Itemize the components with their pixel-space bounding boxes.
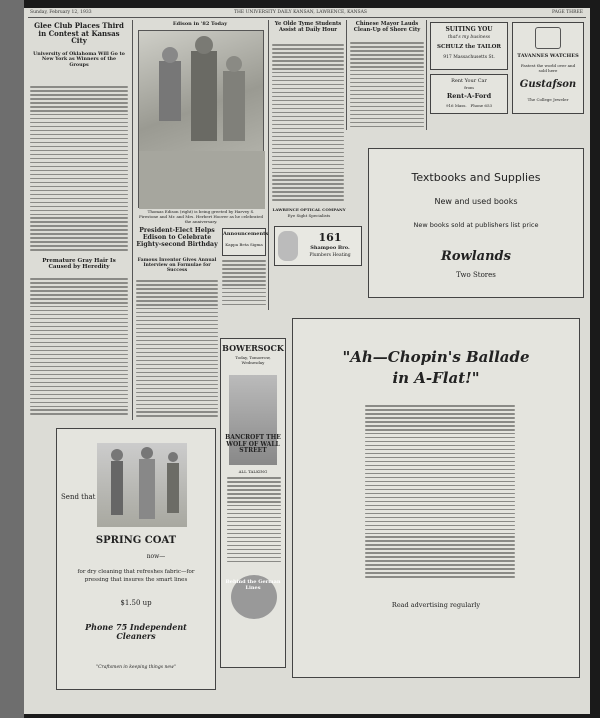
edison-headline: President-Elect Helps Edison to Celebrate Eighty-second Birthday bbox=[136, 227, 218, 248]
tavannes-watches-ad bbox=[512, 22, 584, 114]
announcements-box bbox=[222, 228, 269, 256]
textbooks-note: New books sold at publishers list price bbox=[413, 221, 539, 229]
announcements-title: Announcements bbox=[223, 231, 269, 237]
plumbers-brand: Shampoo Bro. bbox=[310, 245, 350, 251]
lawrence-optical-sub: Eye Sight Specialists bbox=[287, 213, 331, 218]
column-rule bbox=[268, 20, 269, 310]
suiting-name: SCHULZ the TAILOR bbox=[437, 44, 501, 50]
textbooks-ad bbox=[368, 148, 584, 298]
plumbers-sub: Plumbers Heating bbox=[309, 253, 351, 258]
bowersock-name: BOWERSOCK bbox=[222, 343, 284, 353]
bowersock-theatre-ad bbox=[220, 338, 286, 668]
bowersock-sub: ALL TALKING bbox=[238, 469, 268, 474]
textbooks-sub: New and used books bbox=[434, 197, 518, 206]
suiting-sub: that's my business bbox=[447, 35, 491, 40]
plumbers-ad bbox=[274, 226, 362, 266]
suiting-title: SUITING YOU bbox=[445, 26, 493, 33]
independent-cleaners-ad bbox=[56, 428, 216, 690]
edison-article-text bbox=[136, 280, 218, 420]
cleaners-price: $1.50 up bbox=[120, 599, 152, 607]
cleaners-name: Phone 75 Independent Cleaners bbox=[85, 622, 187, 641]
chopin-body-text bbox=[365, 405, 515, 585]
textbooks-stores: Two Stores bbox=[456, 271, 496, 279]
rent-name: Rent-A-Ford bbox=[446, 92, 492, 100]
cleaners-title: SPRING COAT bbox=[95, 535, 177, 546]
bowersock-film: BANCROFT THE WOLF OF WALL STREET bbox=[225, 434, 281, 455]
rent-line1: Rent Your Car bbox=[451, 78, 487, 84]
binding-gutter bbox=[0, 0, 24, 718]
glee-club-article-text bbox=[30, 86, 128, 254]
suiting-address: 917 Massachusetts St. bbox=[443, 55, 495, 60]
cleaners-tagline: "Craftsmen in keeping things new" bbox=[96, 665, 176, 670]
announcements-text bbox=[222, 260, 266, 308]
plumbers-number: 161 bbox=[318, 231, 342, 244]
masthead-page: PAGE THREE bbox=[552, 10, 584, 15]
announcements-org: Kappa Beta Sigma bbox=[225, 242, 263, 247]
rent-address: 916 Mass. Phone 653 bbox=[445, 103, 493, 108]
rowlands-logo: Rowlands bbox=[441, 249, 511, 264]
textbooks-title: Textbooks and Supplies bbox=[411, 171, 541, 184]
edison-subhead: Famous Inventor Gives Annual Interview on Formulae for Success bbox=[137, 258, 217, 274]
masthead-rule bbox=[28, 17, 586, 18]
bowersock-text bbox=[227, 477, 281, 567]
old-students-headline: Ye Olde Tyme Students Assist at Daily Hour bbox=[274, 21, 342, 33]
schulz-tailor-ad bbox=[430, 22, 508, 70]
rent-line2: from bbox=[464, 85, 474, 90]
bowersock-when: Today, Tomorrow, Wednesday bbox=[235, 355, 271, 365]
chinese-mayor-headline: Chinese Mayor Lauds Clean-Up of Shore City bbox=[353, 21, 421, 33]
chopin-ballade-ad bbox=[292, 318, 580, 678]
edison-photo-title: Edison in '82 Today bbox=[172, 21, 228, 27]
tavannes-brand: TAVANNES WATCHES bbox=[517, 53, 579, 59]
column-rule bbox=[132, 20, 133, 420]
gustafson-logo: Gustafson bbox=[519, 79, 577, 90]
gray-hair-headline: Premature Gray Hair Is Caused by Heredity bbox=[42, 258, 116, 271]
watch-icon bbox=[535, 27, 561, 49]
gray-hair-article-text bbox=[30, 278, 128, 420]
newspaper-page bbox=[24, 8, 590, 714]
column-rule bbox=[346, 20, 347, 130]
cleaners-blurb: for dry cleaning that refreshes fabric—for pressing that insures the smart lines bbox=[77, 569, 195, 583]
baby-illustration bbox=[278, 231, 298, 261]
chopin-headline: "Ah—Chopin's Ballade in A-Flat!" bbox=[342, 348, 530, 387]
glee-club-subhead: University of Oklahoma Will Go to New York as Winners of the Groups bbox=[33, 51, 125, 68]
column-rule bbox=[426, 20, 427, 130]
chopin-footer: Read advertising regularly bbox=[391, 601, 481, 609]
tavannes-sub: Fastest the world over and sold here bbox=[520, 63, 576, 73]
masthead-title: THE UNIVERSITY DAILY KANSAN, LAWRENCE, KANSAS bbox=[234, 10, 367, 15]
lawrence-optical: LAWRENCE OPTICAL COMPANY bbox=[272, 207, 346, 212]
rent-a-ford-ad bbox=[430, 74, 508, 114]
masthead-date: Sunday, February 12, 1933 bbox=[30, 10, 92, 15]
tavannes-tagline: The College Jeweler bbox=[527, 97, 569, 102]
coat-illustration bbox=[97, 443, 187, 527]
glee-club-headline: Glee Club Places Third in Contest at Kansas City bbox=[34, 21, 124, 46]
chinese-mayor-article-text bbox=[350, 42, 424, 132]
cleaners-lead: Send that bbox=[61, 493, 96, 501]
edison-caption: Thomas Edison (right) is being greeted by Harvey S. Firestone and Mr. and Mrs. Herbert Hoover as he celebrated the anniversary. bbox=[138, 209, 264, 224]
bowersock-next: Behind the German Lines bbox=[225, 579, 281, 591]
cleaners-now: now— bbox=[146, 553, 166, 560]
edison-photo bbox=[138, 30, 264, 208]
old-students-article-text bbox=[272, 44, 344, 204]
